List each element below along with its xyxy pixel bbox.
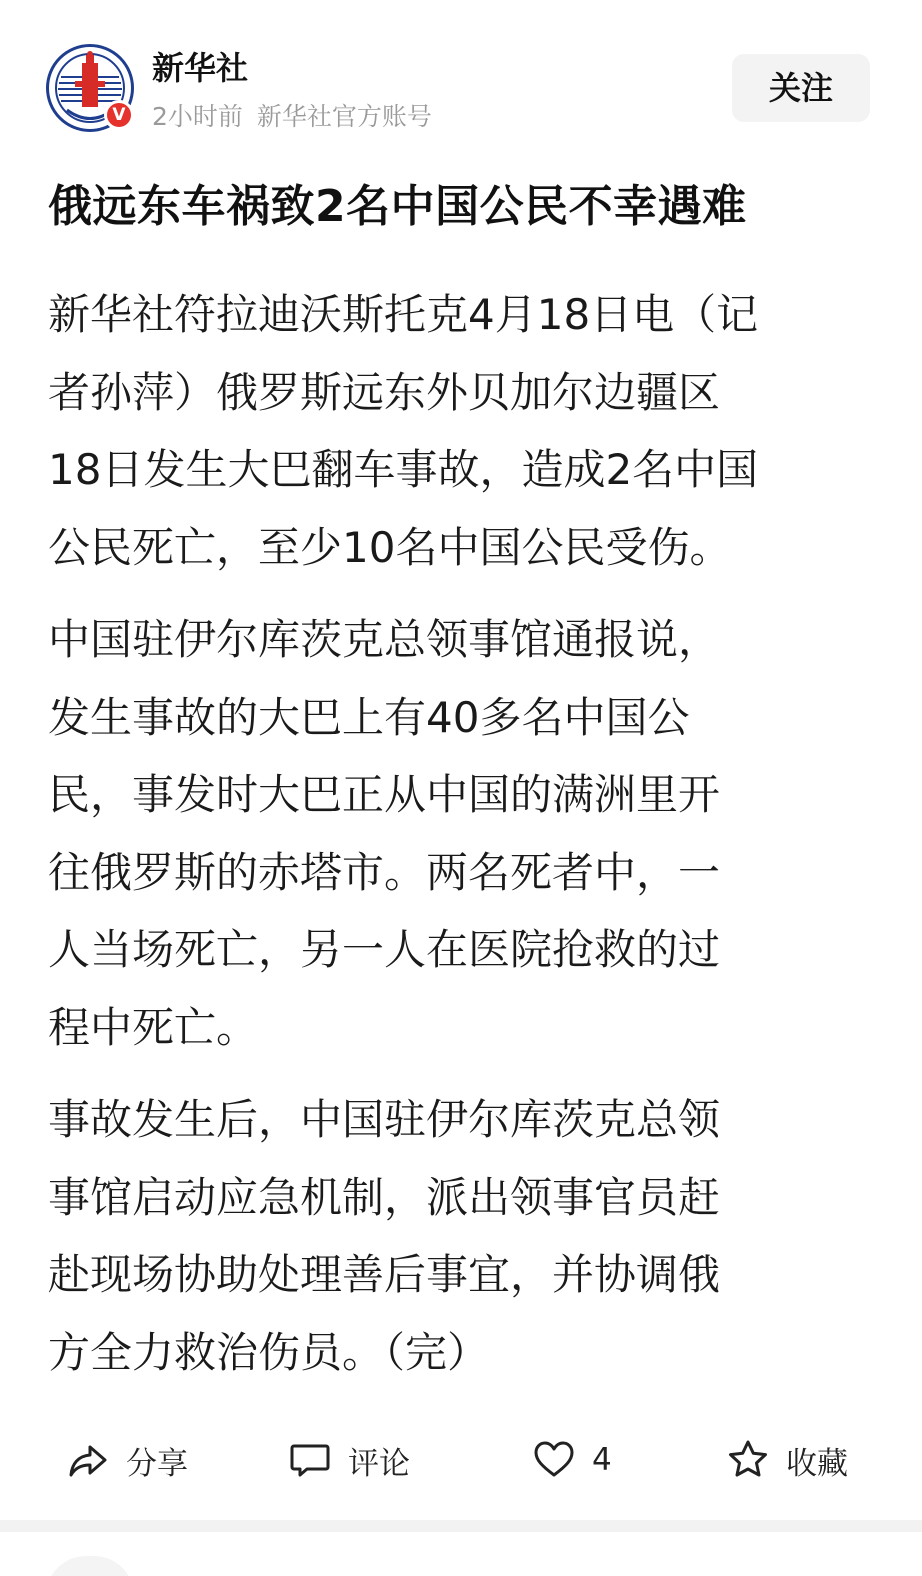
action-bar [0,1418,922,1502]
post-meta [152,100,432,134]
like-button[interactable] [532,1432,612,1488]
paragraph-line: 中国驻伊尔库茨克总领事馆通报说， [48,615,721,664]
article-title: 俄远东车祸致2名中国公民不幸遇难 [48,181,747,232]
paragraph-line: 公民死亡，至少10名中国公民受伤。 [48,522,732,572]
paragraph-line: 新华社符拉迪沃斯托克4月18日电（记 [48,290,759,339]
paragraph-line: 民，事发时大巴正从中国的满洲里开 [48,770,721,819]
paragraph-line: 18日发生大巴翻车事故，造成2名中国 [48,445,759,494]
follow-button[interactable]: 关注 [732,54,870,122]
paragraph-line: 赴现场协助处理善后事宜，并协调俄 [48,1250,721,1299]
article-body [48,276,878,1406]
post-time: 2小时前 [152,102,243,131]
share-button[interactable] [66,1432,188,1488]
article-paragraph [48,601,878,1066]
paragraph-line: 人当场死亡，另一人在医院抢救的过 [48,925,721,974]
heart-icon [532,1438,576,1482]
share-label: 分享 [126,1445,188,1482]
star-icon [726,1438,770,1482]
favorite-label: 收藏 [786,1445,848,1482]
post-header [0,0,922,160]
feed-divider [0,1520,922,1532]
account-type: 新华社官方账号 [256,102,432,131]
account-name[interactable]: 新华社 [152,49,249,87]
paragraph-line: 者孙萍）俄罗斯远东外贝加尔边疆区 [48,367,721,417]
like-count: 4 [592,1442,612,1478]
paragraph-line: 程中死亡。 [48,1002,259,1052]
favorite-button[interactable] [726,1432,848,1488]
paragraph-line: 发生事故的大巴上有40多名中国公 [48,692,690,742]
next-post-avatar [46,1556,134,1576]
verified-badge: V [104,100,134,130]
article-paragraph [48,276,878,586]
paragraph-line: 往俄罗斯的赤塔市。两名死者中，一 [48,847,721,897]
share-icon [66,1438,110,1482]
comment-icon [288,1438,332,1482]
comment-button[interactable] [288,1432,410,1488]
article-paragraph [48,1081,878,1391]
comment-label: 评论 [348,1445,410,1482]
paragraph-line: 事馆启动应急机制，派出领事官员赶 [48,1172,721,1222]
paragraph-line: 事故发生后，中国驻伊尔库茨克总领 [48,1095,721,1144]
paragraph-line: 方全力救治伤员。（完） [48,1327,490,1377]
